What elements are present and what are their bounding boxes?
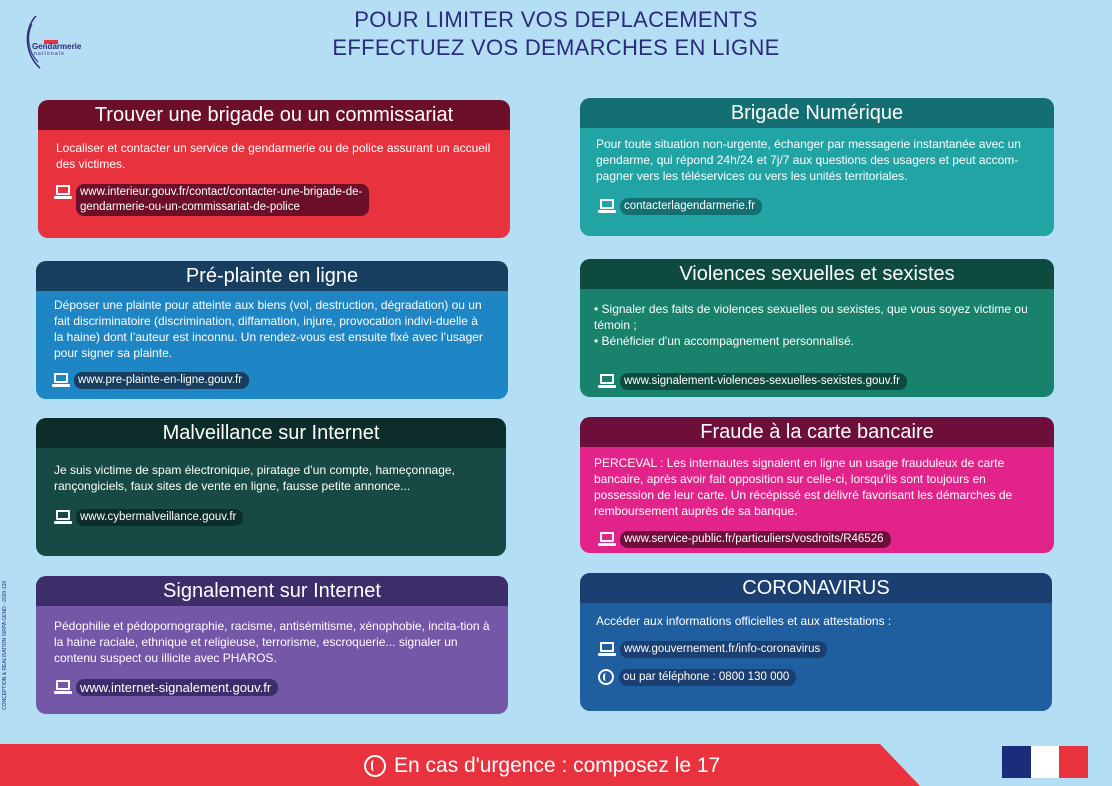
card-preplainte <box>36 261 508 399</box>
computer-icon <box>598 532 616 548</box>
design-credit: CONCEPTION & RÉALISATION SIRPA GEND - 2020-120 <box>2 580 8 710</box>
computer-icon <box>52 373 70 389</box>
card-malveillance <box>36 418 506 556</box>
card-violences <box>580 259 1054 397</box>
card-signalement-link-row[interactable] <box>54 679 278 696</box>
emergency-call[interactable] <box>364 754 720 778</box>
card-malveillance-link-row[interactable] <box>54 509 243 526</box>
page-title-line1: POUR LIMITER VOS DEPLACEMENTS <box>354 7 758 32</box>
card-violences-link-row[interactable] <box>598 373 907 390</box>
card-malveillance-link[interactable]: www.cybermalveillance.gouv.fr <box>76 509 243 526</box>
card-signalement-link[interactable]: www.internet-signalement.gouv.fr <box>76 679 278 696</box>
card-malveillance-title: Malveillance sur Internet <box>36 418 506 448</box>
page-title-line2: EFFECTUEZ VOS DEMARCHES EN LIGNE <box>332 35 780 60</box>
card-fraude-link[interactable]: www.service-public.fr/particuliers/vosdroits/R46526 <box>620 531 891 548</box>
card-violences-bullet-1: • Signaler des faits de violences sexuelles ou sexistes, que vous soyez victime ou témoin ; <box>594 302 1028 332</box>
card-coronavirus-link-row[interactable] <box>598 641 827 658</box>
phone-icon <box>598 669 614 685</box>
card-brigade-title: Trouver une brigade ou un commissariat <box>38 100 510 130</box>
card-preplainte-link[interactable]: www.pre-plainte-en-ligne.gouv.fr <box>74 372 249 389</box>
card-violences-link[interactable]: www.signalement-violences-sexuelles-sexistes.gouv.fr <box>620 373 907 390</box>
logo-subtitle: nationale <box>34 51 66 57</box>
computer-icon <box>598 374 616 390</box>
card-coronavirus-text: Accéder aux informations officielles et aux attestations : <box>596 614 892 628</box>
card-violences-bullet-2: • Bénéficier d'un accompagnement personnalisé. <box>594 334 854 348</box>
card-coronavirus-phone-row[interactable] <box>598 669 796 686</box>
page-title <box>250 6 862 62</box>
card-numerique-title: Brigade Numérique <box>580 98 1054 128</box>
flag-white <box>1031 746 1060 778</box>
card-numerique-text: Pour toute situation non-urgente, échanger par messagerie instantanée avec un gendarme, qui répond 24h/24 et 7j/7 aux questions des usagers et peut accom-pagner vers les téléservices ou vers les unités territoriales. <box>596 137 1021 183</box>
french-republic-flag <box>1002 746 1088 778</box>
logo-name: Gendarmerie <box>32 42 82 51</box>
card-fraude-title: Fraude à la carte bancaire <box>580 417 1054 447</box>
card-numerique-link-row[interactable] <box>598 198 762 215</box>
computer-icon <box>598 642 616 658</box>
card-coronavirus-link[interactable]: www.gouvernement.fr/info-coronavirus <box>620 641 827 658</box>
computer-icon <box>54 510 72 526</box>
card-fraude <box>580 417 1054 553</box>
card-signalement-title: Signalement sur Internet <box>36 576 508 606</box>
card-signalement <box>36 576 508 714</box>
card-numerique <box>580 98 1054 236</box>
card-coronavirus-phone[interactable]: ou par téléphone : 0800 130 000 <box>619 669 796 686</box>
card-coronavirus-title: CORONAVIRUS <box>580 573 1052 603</box>
computer-icon <box>598 199 616 215</box>
flag-red <box>1059 746 1088 778</box>
card-fraude-link-row[interactable] <box>598 531 891 548</box>
card-fraude-text: PERCEVAL : Les internautes signalent en ligne un usage frauduleux de carte bancaire, après avoir fait opposition sur celle-ci, lorsqu'ils sont toujours en possession de leur carte. Un récépissé est délivré favorisant les démarches de remboursement auprès de sa banque. <box>594 456 1013 518</box>
card-coronavirus <box>580 573 1052 711</box>
computer-icon <box>54 680 72 696</box>
card-violences-title: Violences sexuelles et sexistes <box>580 259 1054 289</box>
card-brigade-link[interactable]: www.interieur.gouv.fr/contact/contacter-une-brigade-de- gendarmerie-ou-un-commissariat-de-police <box>76 184 369 216</box>
card-preplainte-title: Pré-plainte en ligne <box>36 261 508 291</box>
card-brigade-link-row[interactable] <box>54 184 369 216</box>
phone-icon <box>364 755 386 777</box>
card-preplainte-text: Déposer une plainte pour atteinte aux biens (vol, destruction, dégradation) ou un fait discriminatoire (discrimination, diffamation, injure, provocation indivi-duelle à la haine) dont l’auteur est inconnu. Un rendez-vous est ensuite fixé avec l’usager pour signer sa plainte. <box>54 298 483 360</box>
flag-blue <box>1002 746 1031 778</box>
gendarmerie-logo <box>18 14 98 70</box>
card-brigade <box>38 100 510 238</box>
computer-icon <box>54 185 72 201</box>
emergency-text: En cas d'urgence : composez le 17 <box>394 754 721 777</box>
card-preplainte-link-row[interactable] <box>52 372 249 389</box>
card-malveillance-text: Je suis victime de spam électronique, piratage d’un compte, hameçonnage, rançongiciels, faux sites de vente en ligne, fausse petite annonce... <box>54 463 455 493</box>
card-brigade-text: Localiser et contacter un service de gendarmerie ou de police assurant un accueil des victimes. <box>56 141 491 171</box>
card-signalement-text: Pédophilie et pédopornographie, racisme, antisémitisme, xénophobie, incita-tion à la haine raciale, ethnique et religieuse, terrorisme, escroquerie... signaler un contenu suspect ou illicite avec PHAROS. <box>54 619 490 665</box>
card-numerique-link[interactable]: contacterlagendarmerie.fr <box>620 198 762 215</box>
